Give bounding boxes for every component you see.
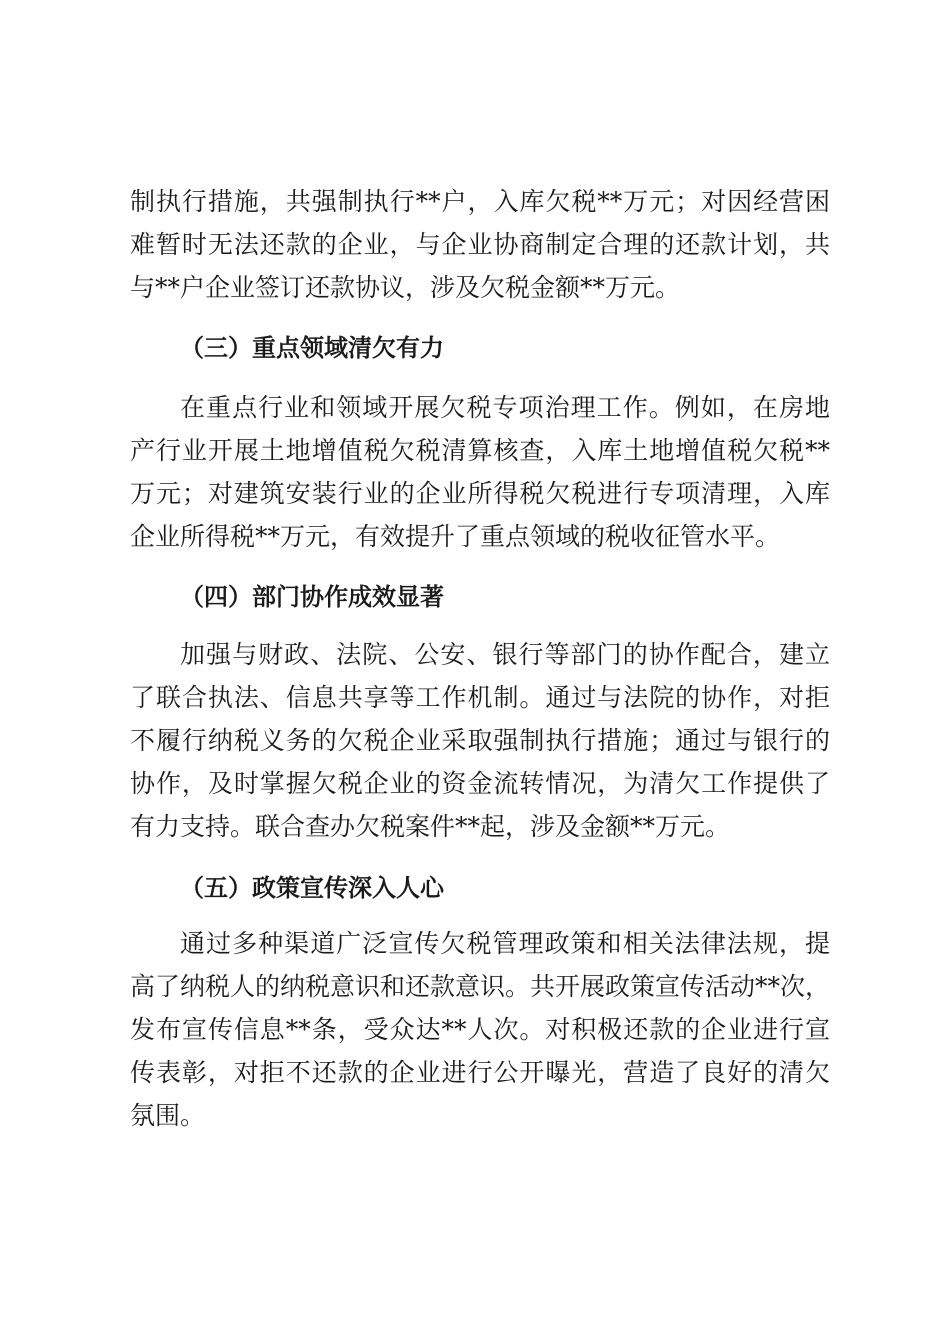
- paragraph-line: 发布宣传信息**条，受众达**人次。对积极还款的企业进行宣: [130, 1015, 830, 1044]
- paragraph-line: 产行业开展土地增值税欠税清算核查，入库土地增值税欠税**: [130, 436, 830, 465]
- paragraph-line: 万元；对建筑安装行业的企业所得税欠税进行专项清理，入库: [130, 479, 830, 508]
- paragraph-line: 了联合执法、信息共享等工作机制。通过与法院的协作，对拒: [130, 683, 830, 712]
- paragraph-line: 不履行纳税义务的欠税企业采取强制执行措施；通过与银行的: [130, 726, 830, 755]
- paragraph-line: 氛围。: [130, 1101, 206, 1130]
- paragraph-line: 难暂时无法还款的企业，与企业协商制定合理的还款计划，共: [130, 230, 830, 259]
- paragraph-line: 有力支持。联合查办欠税案件**起，涉及金额**万元。: [130, 812, 731, 841]
- paragraph-line: 制执行措施，共强制执行**户，入库欠税**万元；对因经营困: [130, 187, 830, 216]
- paragraph-line: 高了纳税人的纳税意识和还款意识。共开展政策宣传活动**次，: [130, 972, 831, 1001]
- section-heading: （三）重点领域清欠有力: [180, 334, 444, 362]
- section-heading: （五）政策宣传深入人心: [180, 874, 444, 902]
- paragraph-line: 传表彰，对拒不还款的企业进行公开曝光，营造了良好的清欠: [130, 1058, 830, 1087]
- section-heading: （四）部门协作成效显著: [180, 583, 444, 611]
- paragraph-line: 与**户企业签订还款协议，涉及欠税金额**万元。: [130, 273, 681, 302]
- paragraph-line: 协作，及时掌握欠税企业的资金流转情况，为清欠工作提供了: [130, 769, 830, 798]
- paragraph-line: 企业所得税**万元，有效提升了重点领域的税收征管水平。: [130, 522, 781, 551]
- paragraph-line: 在重点行业和领域开展欠税专项治理工作。例如，在房地: [180, 393, 830, 422]
- paragraph-line: 加强与财政、法院、公安、银行等部门的协作配合，建立: [180, 640, 830, 669]
- paragraph-line: 通过多种渠道广泛宣传欠税管理政策和相关法律法规，提: [180, 929, 830, 958]
